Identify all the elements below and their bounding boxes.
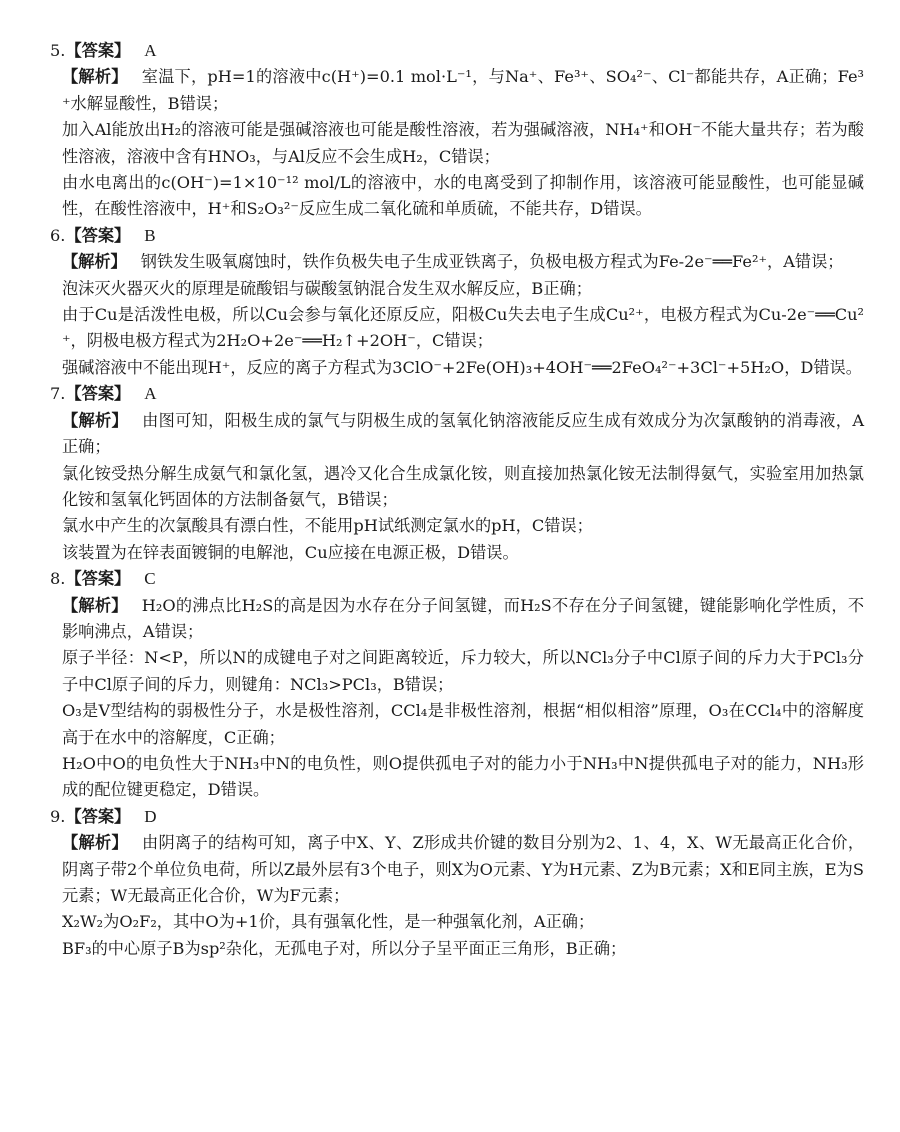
analysis-text: 由图可知，阳极生成的氯气与阴极生成的氢氧化钠溶液能反应生成有效成分为次氯酸钠的消毒液，A正确；: [62, 410, 865, 457]
analysis-paragraph: H₂O中O的电负性大于NH₃中N的电负性，则O提供孤电子对的能力小于NH₃中N提供孤电子对的能力，NH₃形成的配位键更稳定，D错误。: [62, 753, 864, 800]
question-9: [50, 804, 865, 962]
analysis-text: H₂O的沸点比H₂S的高是因为水存在分子间氢键，而H₂S不存在分子间氢键，键能影响化学性质，不影响沸点，A错误；: [62, 595, 865, 641]
answer-value: A: [144, 384, 157, 404]
analysis-paragraph: O₃是V型结构的弱极性分子，水是极性溶剂，CCl₄是非极性溶剂，根据“相似相溶”原理，O₃在CCl₄中的溶解度高于在水中的溶解度，C正确；: [62, 701, 864, 747]
question-7: [50, 381, 865, 566]
question-8: [50, 566, 865, 804]
answer-value: B: [144, 225, 156, 245]
answer-label: 【答案】: [65, 41, 131, 60]
analysis-paragraph: 该装置为在锌表面镀铜的电解池，Cu应接在电源正极，D错误。: [62, 542, 519, 562]
analysis-paragraph: [62, 593, 864, 646]
analysis-paragraph: [62, 830, 864, 909]
analysis-label: 【解析】: [62, 410, 129, 430]
answer-label: 【答案】: [65, 225, 131, 245]
answer-label: 【答案】: [65, 569, 131, 589]
analysis-text: 室温下，pH=1的溶液中c(H⁺)=0.1 mol·L⁻¹，与Na⁺、Fe³⁺、SO₄²⁻、Cl⁻都能共存，A正确；Fe³⁺水解显酸性，B错误；: [62, 67, 865, 113]
answer-label: 【答案】: [65, 384, 131, 404]
analysis-paragraph: 原子半径：N<P，所以N的成键电子对之间距离较近，斥力较大，所以NCl₃分子中Cl原子间的斥力大于PCl₃分子中Cl原子间的斥力，则键角：NCl₃>PCl₃，B错误；: [62, 648, 864, 694]
analysis-paragraph: 加入Al能放出H₂的溶液可能是强碱溶液也可能是酸性溶液，若为强碱溶液，NH₄⁺和OH⁻不能大量共存；若为酸性溶液，溶液中含有HNO₃，与Al反应不会生成H₂，C错误；: [62, 120, 864, 166]
analysis-label: 【解析】: [62, 595, 128, 615]
question-number: 7.: [50, 384, 66, 404]
analysis-paragraph: [62, 408, 864, 461]
analysis-text: 钢铁发生吸氧腐蚀时，铁作负极失电子生成亚铁离子，负极电极方程式为Fe-2e⁻══Fe²⁺，A错误；: [140, 252, 844, 272]
analysis-text: 由阴离子的结构可知，离子中X、Y、Z形成共价键的数目分别为2、1、4，X、W无最高正化合价，阴离子带2个单位负电荷，所以Z最外层有3个电子，则X为O元素、Y为H元素、Z为B元素；X和E同主族，E为S元素；W无最高正化合价，W为F元素；: [62, 833, 865, 905]
answer-value: D: [144, 806, 157, 826]
question-5: [50, 38, 865, 223]
analysis-paragraph: 泡沫灭火器灭火的原理是硫酸铝与碳酸氢钠混合发生双水解反应，B正确；: [62, 278, 592, 298]
analysis-paragraph: 强碱溶液中不能出现H⁺，反应的离子方程式为3ClO⁻+2Fe(OH)₃+4OH⁻══2FeO₄²⁻+3Cl⁻+5H₂O，D错误。: [62, 357, 862, 377]
analysis-label: 【解析】: [62, 67, 128, 87]
analysis-paragraph: 由水电离出的c(OH⁻)=1×10⁻¹² mol/L的溶液中，水的电离受到了抑制作用，该溶液可能显酸性，也可能显碱性，在酸性溶液中，H⁺和S₂O₃²⁻反应生成二氧化硫和单质硫，不能共存，D错误。: [62, 173, 864, 219]
analysis-paragraph: X₂W₂为O₂F₂，其中O为+1价，具有强氧化性，是一种强氧化剂，A正确；: [62, 912, 595, 932]
question-number: 9.: [50, 806, 66, 826]
answer-label: 【答案】: [65, 806, 131, 826]
question-number: 5.: [50, 41, 66, 60]
answer-header: [50, 566, 864, 592]
answer-value: C: [144, 569, 156, 589]
analysis-paragraph: [62, 249, 864, 275]
analysis-paragraph: 由于Cu是活泼性电极，所以Cu会参与氧化还原反应，阳极Cu失去电子生成Cu²⁺，电极方程式为Cu-2e⁻══Cu²⁺，阴极电极方程式为2H₂O+2e⁻══H₂↑+2OH⁻，C错误；: [62, 305, 864, 351]
answer-header: [50, 381, 864, 407]
answer-header: [50, 38, 864, 64]
analysis-paragraph: 氯水中产生的次氯酸具有漂白性，不能用pH试纸测定氯水的pH，C错误；: [62, 516, 593, 536]
analysis-paragraph: [62, 64, 864, 117]
answer-value: A: [144, 41, 157, 60]
analysis-label: 【解析】: [62, 833, 129, 853]
answer-header: [50, 804, 864, 830]
analysis-paragraph: BF₃的中心原子B为sp²杂化，无孤电子对，所以分子呈平面正三角形，B正确；: [62, 938, 627, 958]
answer-header: [50, 223, 864, 249]
question-number: 6.: [50, 225, 66, 245]
question-number: 8.: [50, 569, 66, 589]
analysis-paragraph: 氯化铵受热分解生成氨气和氯化氢，遇冷又化合生成氯化铵，则直接加热氯化铵无法制得氨气，实验室用加热氯化铵和氢氧化钙固体的方法制备氨气，B错误；: [62, 463, 864, 509]
analysis-label: 【解析】: [62, 252, 127, 272]
question-6: [50, 223, 864, 381]
